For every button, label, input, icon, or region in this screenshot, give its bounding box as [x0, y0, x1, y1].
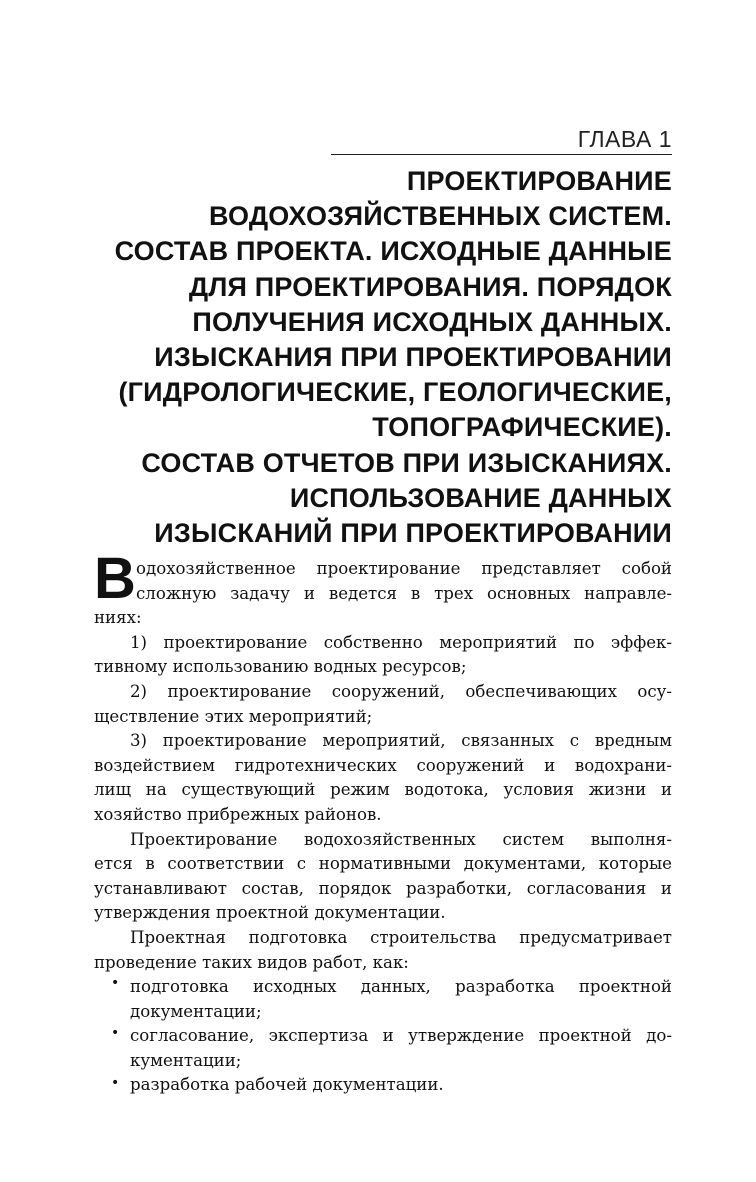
bullet-marker: • — [111, 1025, 120, 1041]
text-line: проведение таких видов работ, как: — [94, 952, 409, 972]
text-line: утверждения проектной документации. — [94, 903, 446, 923]
text-line: хозяйство прибрежных районов. — [94, 804, 382, 824]
bullet-item-line: подготовка исходных данных, разработка проектной — [130, 977, 672, 997]
bullet-item-line: документации; — [130, 1001, 262, 1021]
chapter-title-line: ДЛЯ ПРОЕКТИРОВАНИЯ. ПОРЯДОК — [188, 271, 672, 302]
chapter-title-line: ВОДОХОЗЯЙСТВЕННЫХ СИСТЕМ. — [208, 201, 672, 232]
bullet-item-line: согласование, экспертиза и утверждение проектной до- — [130, 1026, 672, 1046]
chapter-title-line: ТОПОГРАФИЧЕСКИЕ). — [372, 412, 672, 443]
chapter-title-line: СОСТАВ ПРОЕКТА. ИСХОДНЫЕ ДАННЫЕ — [114, 236, 672, 267]
text-line: 3) проектирование мероприятий, связанных с вредным — [130, 731, 672, 751]
bullet-item-line: разработка рабочей документации. — [130, 1075, 444, 1095]
chapter-title-line: ИСПОЛЬЗОВАНИЕ ДАННЫХ — [289, 482, 672, 513]
chapter-title-line: СОСТАВ ОТЧЕТОВ ПРИ ИЗЫСКАНИЯХ. — [141, 447, 672, 478]
text-line: устанавливают состав, порядок разработки, согласования и — [94, 878, 672, 898]
text-line: одохозяйственное проектирование представляет собой — [136, 559, 672, 578]
text-line: ниях: — [94, 608, 142, 628]
chapter-title-line: ИЗЫСКАНИЙ ПРИ ПРОЕКТИРОВАНИИ — [154, 518, 672, 549]
body-text — [94, 557, 672, 1098]
bullet-marker: • — [111, 975, 120, 991]
chapter-rule — [331, 154, 672, 155]
chapter-title-line: (ГИДРОЛОГИЧЕСКИЕ, ГЕОЛОГИЧЕСКИЕ, — [118, 377, 672, 408]
chapter-title-line: ПОЛУЧЕНИЯ ИСХОДНЫХ ДАННЫХ. — [192, 306, 672, 337]
text-line: ществление этих мероприятий; — [94, 706, 373, 726]
text-line: Проектная подготовка строительства предусматривает — [130, 927, 672, 947]
text-line: 1) проектирование собственно мероприятий по эффек- — [130, 632, 672, 652]
text-line: тивному использованию водных ресурсов; — [94, 657, 467, 677]
chapter-title-line: ПРОЕКТИРОВАНИЕ — [406, 166, 672, 196]
text-line: лищ на существующий режим водотока, условия жизни и — [94, 780, 672, 800]
text-line: воздействием гидротехнических сооружений и водохрани- — [94, 755, 672, 775]
chapter-label: ГЛАВА 1 — [577, 126, 672, 152]
chapter-title — [72, 164, 672, 551]
text-line: Проектирование водохозяйственных систем выполня- — [130, 829, 672, 849]
chapter-title-line: ИЗЫСКАНИЯ ПРИ ПРОЕКТИРОВАНИИ — [154, 342, 672, 373]
text-line: ется в соответствии с нормативными документами, которые — [94, 854, 672, 874]
drop-cap: В — [94, 546, 136, 611]
bullet-marker: • — [111, 1075, 120, 1091]
bullet-item-line: кументации; — [130, 1050, 242, 1070]
text-line: сложную задачу и ведется в трех основных направле- — [136, 583, 672, 603]
text-line: 2) проектирование сооружений, обеспечивающих осу- — [130, 681, 672, 701]
